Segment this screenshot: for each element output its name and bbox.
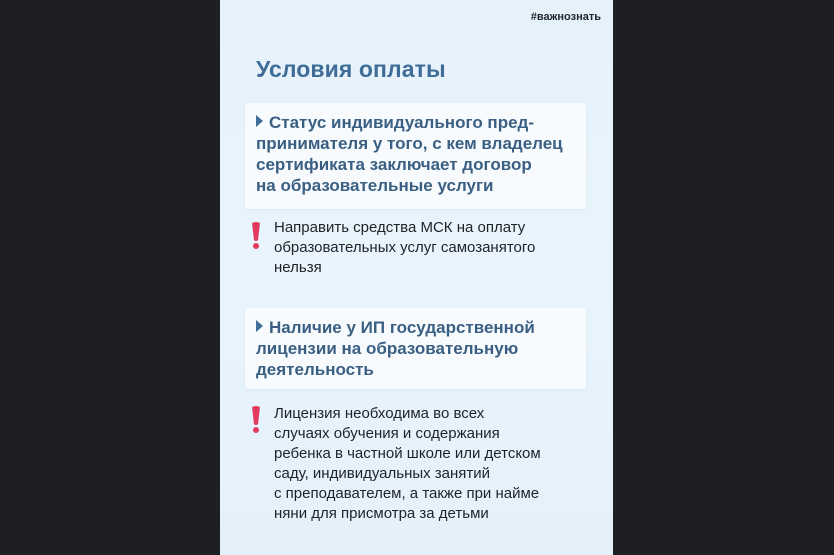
exclamation-icon [249,221,263,251]
condition-box-1 [245,103,586,209]
triangle-bullet-icon [256,115,263,127]
info-card [220,0,613,555]
condition-note-1: Направить средства МСК на оплату образовательных услуг самозанятого нельзя [274,219,536,276]
condition-note-2: Лицензия необходима во всех случаях обучения и содержания ребенка в частной школе или детском саду, индивидуальных занятий с преподавателем, а также при найме няни для присмотра за детьми [274,405,541,522]
condition-heading-1 [256,112,581,196]
hashtag-label: #важнознать [530,11,601,23]
condition-heading-2-text: Наличие у ИП государственной лицензии на образовательную деятельность [256,318,535,379]
condition-heading-2 [256,317,581,380]
exclamation-icon [249,405,263,435]
condition-heading-1-text: Статус индивидуального пред- принимателя у того, с кем владелец сертификата заключает договор на образовательные услуги [256,113,563,195]
triangle-bullet-icon [256,320,263,332]
page-title: Условия оплаты [256,56,446,82]
condition-box-2 [245,308,586,389]
